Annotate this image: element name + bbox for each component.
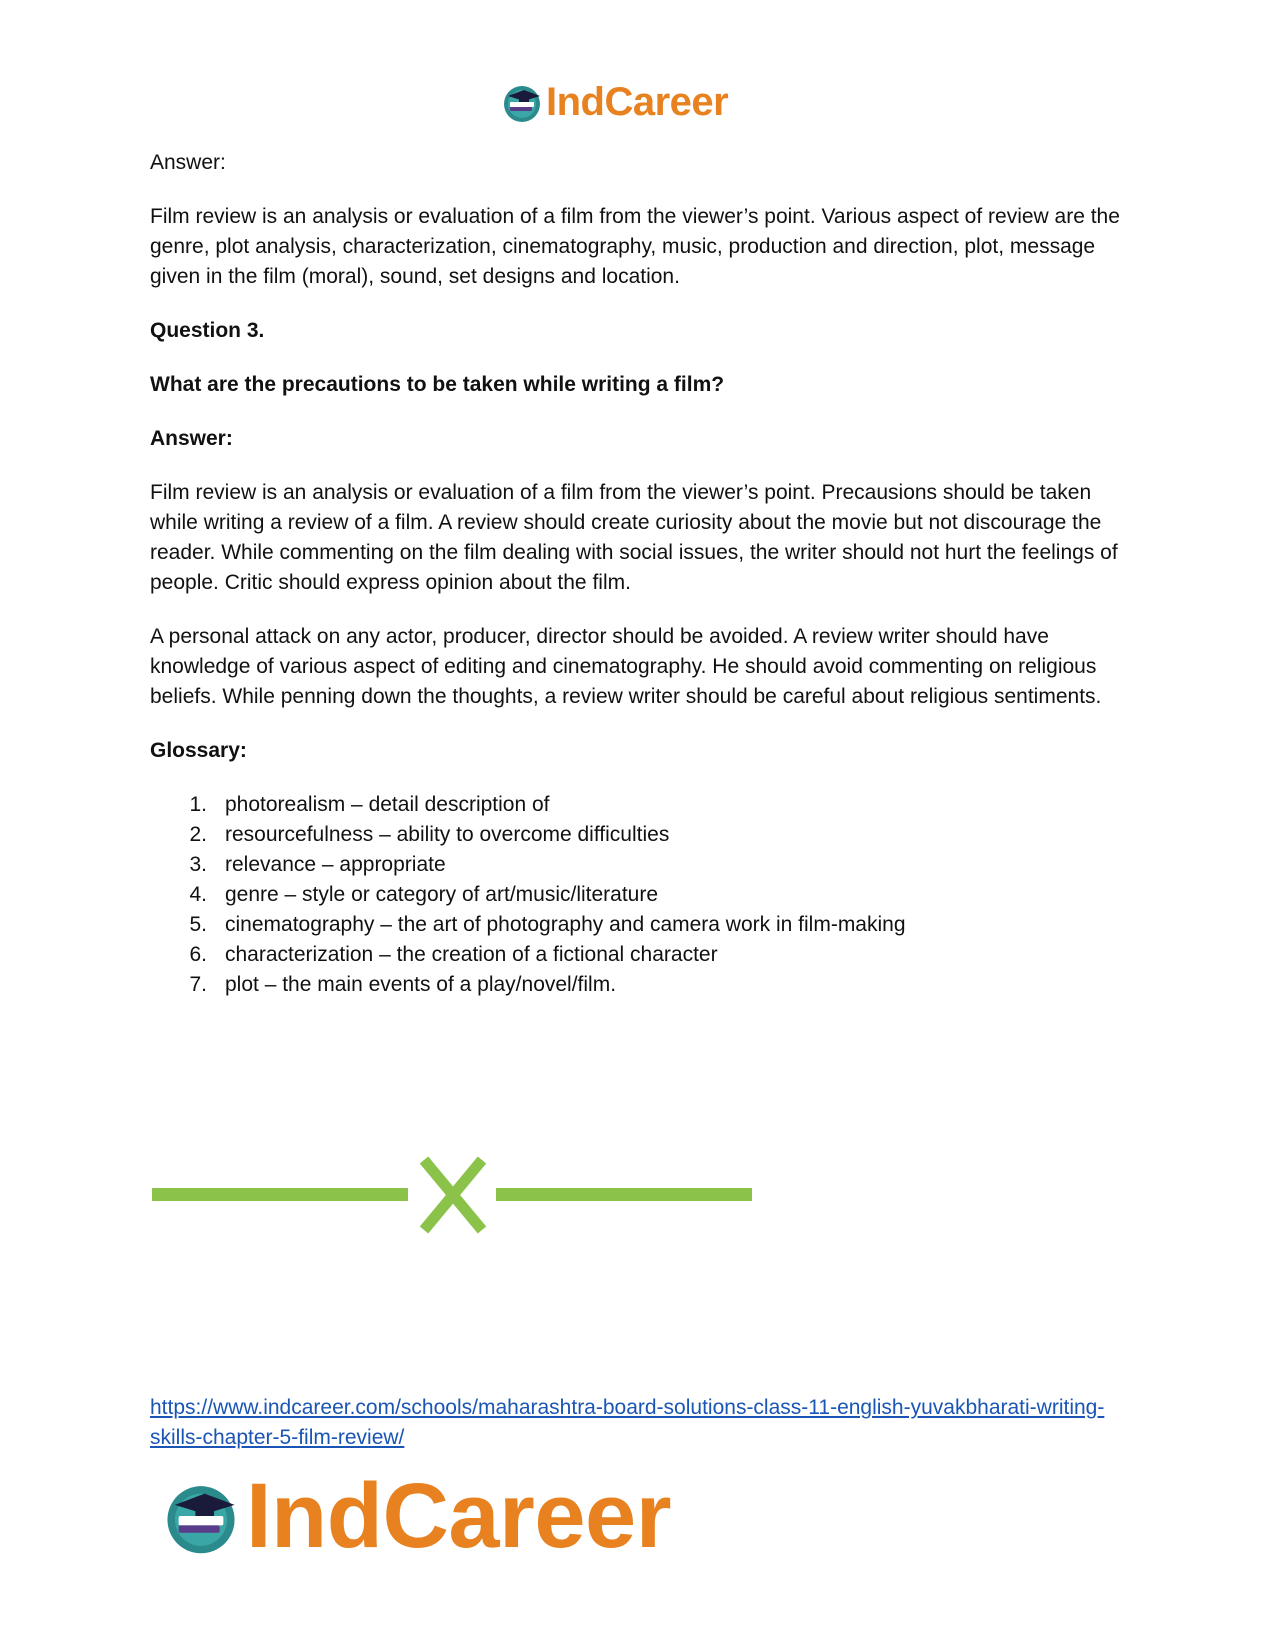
glossary-item [150,880,1130,910]
glossary-list [150,790,1130,1000]
answer-paragraph-2: A personal attack on any actor, producer, director should be avoided. A review writer should have knowledge of various aspect of editing and cinematography. He should avoid commenting on religious beliefs. While penning down the thoughts, a review writer should be careful about religious sentiments. [150,625,1102,708]
question-text: What are the precautions to be taken while writing a film? [150,373,725,396]
glossary-item-text: characterization – the creation of a fictional character [225,943,718,966]
graduation-cap-globe-icon [500,80,544,124]
glossary-item-number: 5. [189,913,207,936]
graduation-cap-globe-icon [160,1475,242,1557]
glossary-item-text: relevance – appropriate [225,853,446,876]
glossary-item [150,850,1130,880]
source-url-link[interactable]: https://www.indcareer.com/schools/maharashtra-board-solutions-class-11-english-yuvakbharati-writing-skills-chapter-5-film-review/ [150,1396,1105,1449]
indcareer-logo-bottom [160,1465,671,1567]
glossary-item-number: 1. [189,793,207,816]
answer-label-bold: Answer: [150,427,233,450]
logo-wordmark: IndCareer [546,80,729,124]
divider-line-right [496,1188,752,1201]
glossary-item-number: 6. [189,943,207,966]
indcareer-logo-top [500,78,728,126]
glossary-item-text: resourcefulness – ability to overcome difficulties [225,823,670,846]
glossary-item [150,970,1130,1000]
document-body [150,148,1130,1000]
glossary-item-text: cinematography – the art of photography and camera work in film-making [225,913,906,936]
answer-paragraph-1: Film review is an analysis or evaluation of a film from the viewer’s point. Precausions should be taken while writing a review of a film. A review should create curiosity about the movie but not discourage the reader. While commenting on the film dealing with social issues, the writer should not hurt the feelings of people. Critic should express opinion about the film. [150,481,1118,594]
glossary-heading: Glossary: [150,739,247,762]
glossary-item [150,790,1130,820]
glossary-item-number: 3. [189,853,207,876]
divider-line-left [152,1188,408,1201]
glossary-item-number: 2. [189,823,207,846]
glossary-item-number: 7. [189,973,207,996]
logo-wordmark: IndCareer [246,1465,671,1567]
glossary-item [150,940,1130,970]
glossary-item [150,820,1130,850]
glossary-item-number: 4. [189,883,207,906]
section-divider [152,1150,752,1240]
glossary-item-text: photorealism – detail description of [225,793,550,816]
glossary-item-text: genre – style or category of art/music/literature [225,883,659,906]
question-heading: Question 3. [150,319,265,342]
glossary-item-text: plot – the main events of a play/novel/film. [225,973,617,996]
glossary-item [150,910,1130,940]
answer-paragraph: Film review is an analysis or evaluation of a film from the viewer’s point. Various aspect of review are the genre, plot analysis, characterization, cinematography, music, production and direction, plot, message given in the film (moral), sound, set designs and location. [150,205,1120,288]
answer-label: Answer: [150,151,226,174]
